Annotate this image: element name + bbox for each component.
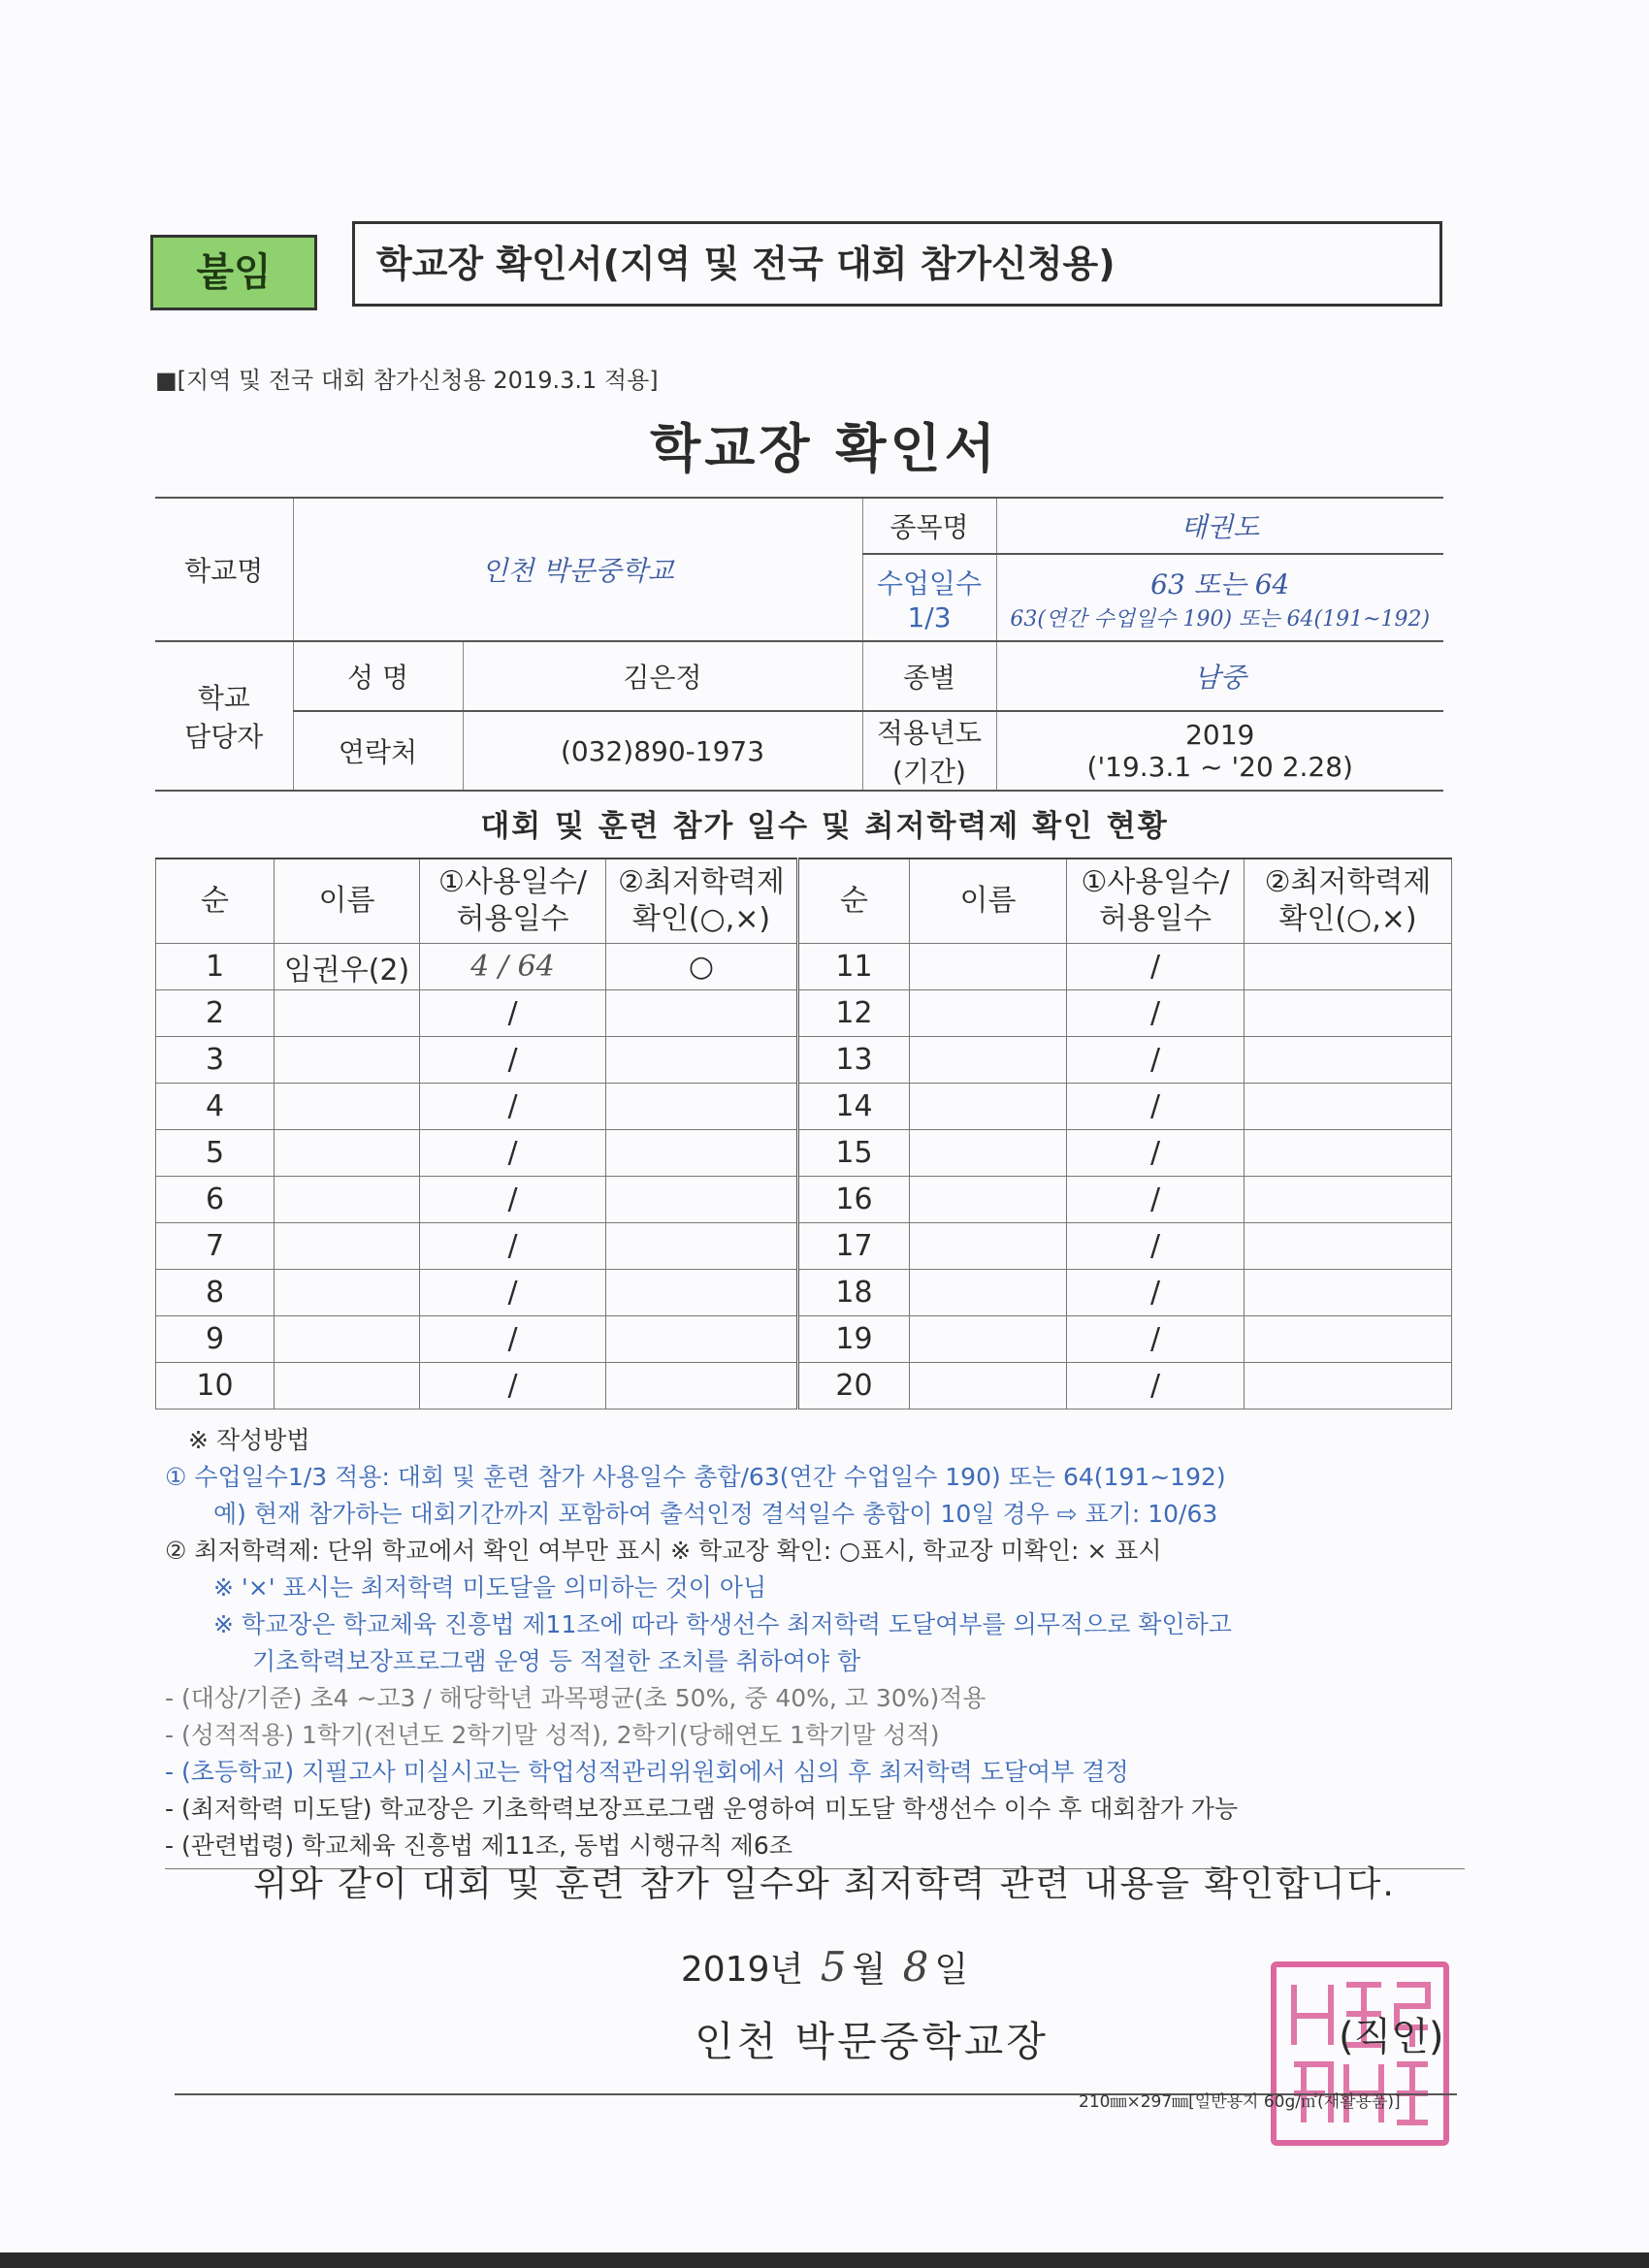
row-check [606,1037,798,1084]
period-value: ('19.3.1 ~ '20 2.28) [1086,751,1353,783]
table-row [156,1130,1452,1177]
row-no-right: 16 [798,1177,910,1223]
row-days-right: / [1067,1223,1245,1270]
note-line-9: - (초등학교) 지필고사 미실시교는 학업성적관리위원회에서 심의 후 최저학력 도달여부 결정 [165,1758,1129,1786]
staff-label-line1: 학교 [197,682,250,714]
roster-table [155,858,1452,1409]
row-days: / [420,1037,606,1084]
year-value-cell [996,711,1443,791]
row-no: 8 [156,1270,275,1316]
row-check-right [1245,1084,1452,1130]
col-days-header-right-line2: 허용일수 [1099,902,1212,936]
sport-label: 종목명 [862,498,996,554]
row-check [606,1130,798,1177]
type-value: 남중 [996,641,1443,711]
row-no: 2 [156,990,275,1037]
row-days: / [420,1130,606,1177]
row-check [606,1316,798,1363]
note-line-3: ② 최저학력제: 단위 학교에서 확인 여부만 표시 ※ 학교장 확인: ○표시, 학교장 미확인: × 표시 [165,1537,1162,1565]
col-check-header-line2: 확인(○,×) [631,902,771,936]
row-days: / [420,990,606,1037]
table-row [156,1270,1452,1316]
row-no: 7 [156,1223,275,1270]
confirmation-statement: 위와 같이 대회 및 훈련 참가 일수와 최저학력 관련 내용을 확인합니다. [253,1864,1396,1904]
row-days: / [420,1223,606,1270]
table-row [156,1223,1452,1270]
row-no: 5 [156,1130,275,1177]
notes-heading: ※ 작성방법 [188,1426,310,1454]
contact-label: 연락처 [293,711,463,791]
row-name: 임권우(2) [275,944,420,990]
row-name-right [910,944,1067,990]
row-days: / [420,1177,606,1223]
row-name [275,1084,420,1130]
roster-header-row [156,859,1452,944]
row-check-right [1245,1037,1452,1084]
row-days: 4 / 64 [420,944,606,990]
row-name [275,990,420,1037]
row-name-right [910,1316,1067,1363]
table-row [156,944,1452,990]
row-days-right: / [1067,1037,1245,1084]
row-no-right: 13 [798,1037,910,1084]
row-name-right [910,1177,1067,1223]
table-row [156,1316,1452,1363]
row-no: 3 [156,1037,275,1084]
row-name-right [910,1037,1067,1084]
row-no-right: 12 [798,990,910,1037]
table-row [156,990,1452,1037]
row-name [275,1223,420,1270]
row-name [275,1363,420,1409]
note-line-4: ※ '×' 표시는 최저학력 미도달을 의미하는 것이 아님 [213,1573,767,1602]
row-check: ○ [606,944,798,990]
row-name [275,1270,420,1316]
row-check [606,1270,798,1316]
sport-value: 태권도 [996,498,1443,554]
col-check-header-right-line2: 확인(○,×) [1278,902,1417,936]
principal-signature: 인천 박문중학교장 [695,2018,1049,2065]
row-check-right [1245,944,1452,990]
note-line-2: 예) 현재 참가하는 대회기간까지 포함하여 출석인정 결석일수 총합이 10일 경우 ⇨ 표기: 10/63 [213,1500,1218,1528]
note-line-11: - (관련법령) 학교체육 진흥법 제11조, 동법 시행규칙 제6조 [165,1831,792,1860]
col-days-header-right-line1: ①사용일수/ [1081,865,1230,899]
type-label: 종별 [862,641,996,711]
note-line-6: 기초학력보장프로그램 운영 등 적절한 조치를 취하여야 함 [252,1647,861,1675]
note-line-8: - (성적적용) 1학기(전년도 2학기말 성적), 2학기(당해연도 1학기말 성적) [165,1721,940,1749]
school-label: 학교명 [155,498,293,641]
contact-value: (032)890-1973 [463,711,862,791]
row-check [606,1363,798,1409]
note-line-5: ※ 학교장은 학교체육 진흥법 제11조에 따라 학생선수 최저학력 도달여부를 의무적으로 확인하고 [213,1610,1232,1638]
year-value: 2019 [1185,719,1255,751]
note-line-1: ① 수업일수1/3 적용: 대회 및 훈련 참가 사용일수 총합/63(연간 수업일수 190) 또는 64(191~192) [165,1463,1226,1491]
row-name-right [910,1130,1067,1177]
row-no-right: 19 [798,1316,910,1363]
page-title: 학교장 확인서 [650,418,999,479]
section-title: 대회 및 훈련 참가 일수 및 최저학력제 확인 현황 [480,809,1169,844]
row-days: / [420,1363,606,1409]
row-check-right [1245,1223,1452,1270]
table-row [156,1177,1452,1223]
note-line-7: - (대상/기준) 초4 ~고3 / 해당학년 과목평균(초 50%, 중 40%, 고 30%)적용 [165,1684,986,1712]
row-name-right [910,990,1067,1037]
days-label-line1: 수업일수 [876,567,983,599]
table-row [156,1037,1452,1084]
col-days-header-line1: ①사용일수/ [438,865,587,899]
row-no-right: 15 [798,1130,910,1177]
school-info-table [155,497,1443,792]
row-name [275,1130,420,1177]
date-year: 2019년 [680,1950,804,1990]
row-check [606,1084,798,1130]
header-row [150,221,1442,314]
row-days: / [420,1316,606,1363]
row-check [606,990,798,1037]
row-no: 9 [156,1316,275,1363]
days-label [862,554,996,641]
subheader: ■[지역 및 전국 대회 참가신청용 2019.3.1 적용] [155,367,659,394]
seal-label: (직인) [1339,2015,1444,2059]
row-name-right [910,1270,1067,1316]
writing-instructions [165,1422,1465,1869]
row-check-right [1245,1363,1452,1409]
days-note: 63(연간 수업일수 190) 또는 64(191~192) [1010,606,1431,632]
col-days-header [420,859,606,944]
col-check-header [606,859,798,944]
row-no-right: 18 [798,1270,910,1316]
name-value: 김은정 [463,641,862,711]
col-no-header-right: 순 [798,859,910,944]
days-value-cell [996,554,1443,641]
col-no-header: 순 [156,859,275,944]
table-row [156,1363,1452,1409]
row-no: 1 [156,944,275,990]
date-day-unit: 일 [934,1950,969,1990]
row-name [275,1037,420,1084]
year-label-line1: 적용년도 [876,717,983,749]
col-days-header-line2: 허용일수 [456,902,569,936]
name-label: 성 명 [293,641,463,711]
row-days-right: / [1067,1130,1245,1177]
col-check-header-right-line1: ②최저학력제 [1264,865,1432,899]
roster-body [156,944,1452,1409]
table-row [156,1084,1452,1130]
row-days-right: / [1067,1363,1245,1409]
staff-label [155,641,293,791]
row-days-right: / [1067,990,1245,1037]
row-days: / [420,1084,606,1130]
row-name-right [910,1363,1067,1409]
scan-edge [0,2252,1649,2268]
col-name-header: 이름 [275,859,420,944]
row-no-right: 11 [798,944,910,990]
row-no: 4 [156,1084,275,1130]
date-day: 8 [902,1943,929,1991]
row-days-right: / [1067,1177,1245,1223]
row-name-right [910,1084,1067,1130]
header-title: 학교장 확인서(지역 및 전국 대회 참가신청용) [352,221,1442,307]
row-days: / [420,1270,606,1316]
days-value: 63 또는 64 [1150,567,1290,600]
col-check-header-right [1245,859,1452,944]
note-line-10: - (최저학력 미도달) 학교장은 기초학력보장프로그램 운영하여 미도달 학생선수 이수 후 대회참가 가능 [165,1795,1239,1823]
row-days-right: / [1067,944,1245,990]
staff-label-line2: 담당자 [184,721,264,753]
school-value: 인천 박문중학교 [293,498,862,641]
row-no-right: 20 [798,1363,910,1409]
row-days-right: / [1067,1084,1245,1130]
date-month: 5 [820,1943,847,1991]
row-check [606,1223,798,1270]
date-month-unit: 월 [852,1950,887,1990]
col-check-header-line1: ②최저학력제 [618,865,785,899]
row-days-right: / [1067,1270,1245,1316]
row-check-right [1245,1270,1452,1316]
attachment-tag: 붙임 [150,235,317,310]
year-label-line2: (기간) [892,756,966,788]
row-no: 10 [156,1363,275,1409]
row-no: 6 [156,1177,275,1223]
row-no-right: 14 [798,1084,910,1130]
row-check [606,1177,798,1223]
row-check-right [1245,1130,1452,1177]
days-label-line2: 1/3 [907,600,952,633]
row-check-right [1245,1316,1452,1363]
row-name [275,1177,420,1223]
year-label [862,711,996,791]
row-name-right [910,1223,1067,1270]
row-days-right: / [1067,1316,1245,1363]
row-no-right: 17 [798,1223,910,1270]
row-check-right [1245,1177,1452,1223]
col-name-header-right: 이름 [910,859,1067,944]
row-check-right [1245,990,1452,1037]
row-name [275,1316,420,1363]
paper-spec-note: 210㎜×297㎜[일반용지 60g/㎡(재활용품)] [1079,2092,1401,2112]
col-days-header-right [1067,859,1245,944]
